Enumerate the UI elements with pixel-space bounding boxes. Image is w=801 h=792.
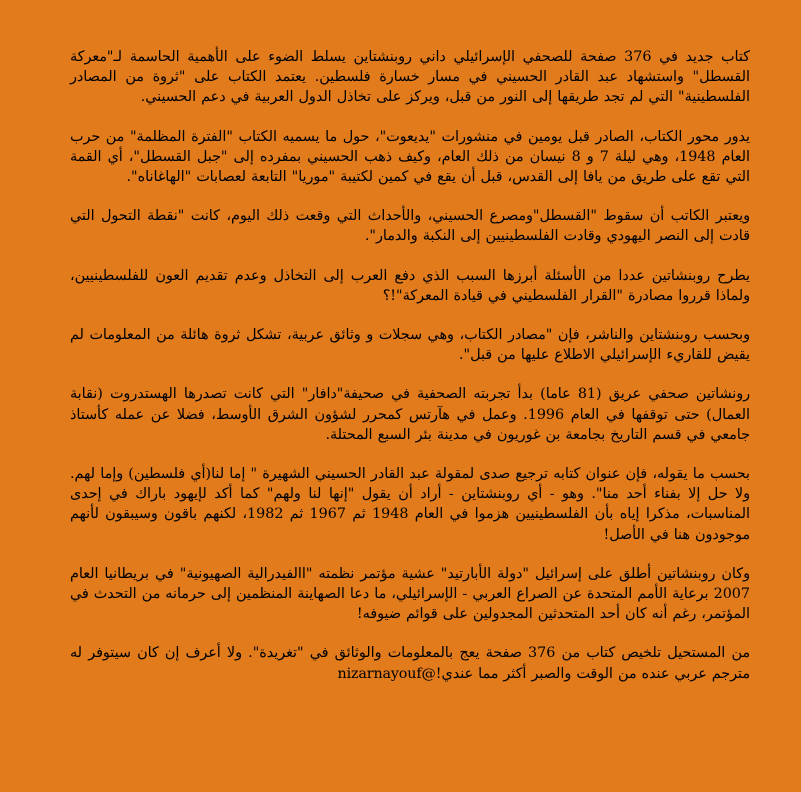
paragraph-7: بحسب ما يقوله، فإن عنوان كتابه ترجيع صدى لمقولة عبد القادر الحسيني الشهيرة " إما لنا(أي فلسطين) وإما لهم. ولا حل إلا بفناء أحد منا". وهو - أي روبنشتاين - أراد أن يقول "إنها لنا ولهم" كما أكد لإيهود باراك في إحدى المناسبات، مذكرا إياه بأن الفلسطينيين هزموا في العام 1948 ثم 1967 ثم 1982، لكنهم باقون وسيبقون لأنهم موجودون هنا في الأصل!: [70, 466, 750, 543]
paragraph-3: ويعتبر الكاتب أن سقوط "القسطل"ومصرع الحسيني، والأحداث التي وقعت ذلك اليوم، كانت "نقطة التحول التي قادت إلى النصر اليهودي وقادت الفلسطينيين إلى النكبة والدمار".: [70, 208, 750, 245]
article-text: [70, 47, 750, 684]
paragraph-9: من المستحيل تلخيص كتاب من 376 صفحة يعج بالمعلومات والوثائق في "تغريدة". ولا أعرف إن كان سيتوفر له مترجم عربي عنده من الوقت والصبر أكثر مما عندي!@nizarnayouf: [70, 645, 750, 682]
paragraph-6: رونشاتين صحفي عريق (81 عاما) بدأ تجربته الصحفية في صحيفة"دافار" التي كانت تصدرها الهستدروت (نقابة العمال) حتى توقفها في العام 1996. وعمل في هآرتس كمحرر لشؤون الشرق الأوسط، فضلا عن عمله كأستاذ جامعي في قسم التاريخ بجامعة بن غوريون في مدينة بئر السبع المحتلة.: [70, 386, 751, 443]
paragraph-2: يدور محور الكتاب، الصادر قبل يومين في منشورات "يديعوت"، حول ما يسميه الكتاب "الفترة المظلمة" من حرب العام 1948، وهي ليلة 7 و 8 نيسان من ذلك العام، وكيف ذهب الحسيني بمفرده إلى "جبل القسطل"، أي القمة التي تقع على طريق من يافا إلى القدس، قبل أن يقع في كمين لكتيبة "موريا" التابعة لعصابات "الهاغاناه".: [70, 128, 751, 186]
paragraph-4: يطرح روبنشاتين عددا من الأسئلة أبرزها السبب الذي دفع العرب إلى التخاذل وعدم تقديم العون للفلسطينيين، ولماذا قرروا مصادرة "القرار الفلسطيني في قيادة المعركة"!؟: [70, 267, 750, 304]
paragraph-1: كتاب جديد في 376 صفحة للصحفي الإسرائيلي داني روبنشتاين يسلط الضوء على الأهمية الحاسمة لـ"معركة القسطل" واستشهاد عبد القادر الحسيني في مسار خسارة فلسطين. يعتمد الكتاب على "ثروة من المصادر الفلسطينية" التي لم تجد طريقها إلى النور من قبل، ويركز على تخاذل الدول العربية في دعم الحسيني.: [70, 49, 750, 106]
paragraph-5: وبحسب روبنشتاين والناشر، فإن "مصادر الكتاب، وهي سجلات و وثائق عربية، تشكل ثروة هائلة من المعلومات لم يقيض للقاريء الإسرائيلي الاطلاع عليها من قبل".: [70, 327, 750, 364]
paragraph-8: وكان روبنشاتين أطلق على إسرائيل "دولة الأبارتيد" عشية مؤتمر نظمته "االفيدرالية الصهيونية" في بريطانيا العام 2007 برعاية الأمم المتحدة عن الصراع العربي - الإسرائيلي، ما دعا الصهاينة المنظمين إلى حرمانه من التحدث في المؤتمر، رغم أنه كان أحد المتحدثين المجدولين على قوائم ضيوفه!: [70, 565, 750, 623]
